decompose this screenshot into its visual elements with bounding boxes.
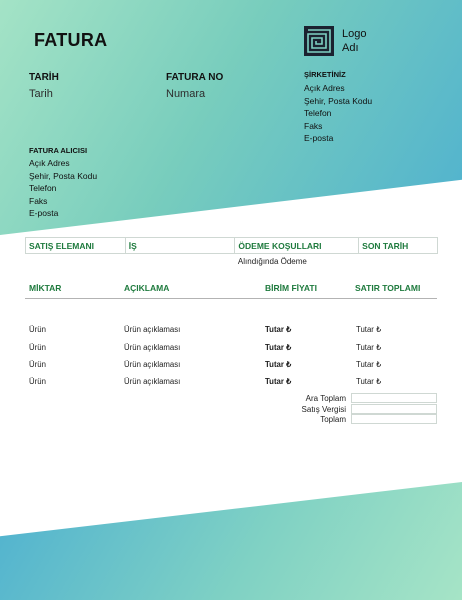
job-header: İŞ: [125, 238, 235, 254]
job-value[interactable]: [125, 254, 235, 269]
company-email: E-posta: [304, 133, 334, 144]
logo-maze-icon: [304, 26, 334, 56]
description-cell[interactable]: Ürün açıklaması: [124, 325, 181, 334]
table-row: [25, 377, 437, 389]
subtotal-label: Ara Toplam: [305, 394, 346, 403]
line-total-cell[interactable]: Tutar ₺: [356, 343, 382, 352]
footer-gradient-band: [0, 482, 462, 600]
table-row: [25, 343, 437, 355]
recipient-email: E-posta: [29, 208, 59, 219]
unit-price-cell[interactable]: Tutar ₺: [265, 343, 292, 352]
quantity-cell[interactable]: Ürün: [29, 343, 46, 352]
date-value: Tarih: [29, 88, 53, 100]
description-cell[interactable]: Ürün açıklaması: [124, 377, 181, 386]
unit-price-cell[interactable]: Tutar ₺: [265, 377, 292, 386]
recipient-address-block: [29, 157, 97, 220]
description-cell[interactable]: Ürün açıklaması: [124, 343, 181, 352]
recipient-label: FATURA ALICISI: [29, 146, 88, 155]
sales-tax-label: Satış Vergisi: [301, 405, 346, 414]
recipient-fax: Faks: [29, 195, 48, 206]
line-total-cell[interactable]: Tutar ₺: [356, 360, 382, 369]
payment-terms-value[interactable]: Alındığında Ödeme: [237, 256, 307, 266]
quantity-cell[interactable]: Ürün: [29, 360, 46, 369]
items-header-row: [25, 283, 437, 299]
line-total-cell[interactable]: Tutar ₺: [356, 325, 382, 334]
date-label: TARİH: [29, 72, 59, 83]
sales-tax-field[interactable]: [351, 404, 437, 414]
company-fax: Faks: [304, 120, 323, 131]
recipient-city: Şehir, Posta Kodu: [29, 170, 98, 181]
quantity-cell[interactable]: Ürün: [29, 325, 46, 334]
payment-terms-header: ÖDEME KOŞULLARI: [235, 238, 359, 254]
logo-line-1: Logo: [342, 28, 367, 40]
total-field[interactable]: [351, 414, 437, 424]
description-header: AÇIKLAMA: [124, 283, 170, 293]
salesperson-value[interactable]: [26, 254, 126, 269]
sales-info-value-row: [26, 254, 438, 269]
line-total-cell[interactable]: Tutar ₺: [356, 377, 382, 386]
logo-line-2: Adı: [342, 42, 359, 54]
table-row: [25, 360, 437, 372]
due-date-value[interactable]: [359, 254, 438, 269]
table-row: [25, 325, 437, 337]
subtotal-field[interactable]: [351, 393, 437, 403]
quantity-cell[interactable]: Ürün: [29, 377, 46, 386]
items-table: [25, 325, 437, 395]
invoice-number-label: FATURA NO: [166, 72, 224, 83]
unit-price-cell[interactable]: Tutar ₺: [265, 325, 292, 334]
unit-price-header: BİRİM FİYATI: [265, 283, 317, 293]
quantity-header: MİKTAR: [29, 283, 62, 293]
logo-name: [342, 27, 366, 55]
recipient-street: Açık Adres: [29, 158, 70, 168]
company-street: Açık Adres: [304, 83, 345, 93]
line-total-header: SATIR TOPLAMI: [355, 283, 421, 293]
salesperson-header: SATIŞ ELEMANI: [26, 238, 126, 254]
recipient-phone: Telefon: [29, 183, 57, 194]
unit-price-cell[interactable]: Tutar ₺: [265, 360, 292, 369]
sales-info-table: [25, 237, 438, 268]
company-label: ŞİRKETİNİZ: [304, 70, 346, 79]
invoice-number-value: Numara: [166, 88, 206, 100]
company-address-block: [304, 82, 372, 145]
due-date-header: SON TARİH: [359, 238, 438, 254]
total-label: Toplam: [320, 415, 346, 424]
company-city: Şehir, Posta Kodu: [304, 95, 373, 106]
description-cell[interactable]: Ürün açıklaması: [124, 360, 181, 369]
company-phone: Telefon: [304, 108, 332, 119]
document-title: FATURA: [34, 30, 108, 50]
sales-info-header-row: [26, 238, 438, 254]
